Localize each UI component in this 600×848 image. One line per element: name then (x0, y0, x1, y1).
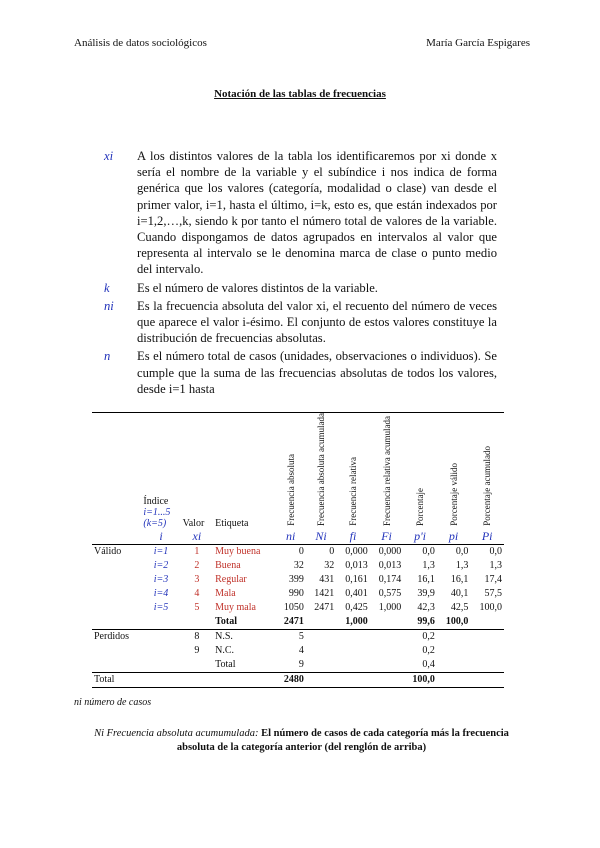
definitions-list (104, 148, 497, 399)
symbol-ni: ni (275, 529, 305, 545)
col-header-porcentaje-acum: Porcentaje acumulado (470, 413, 504, 529)
col-header-freq-abs-acum: Frecuencia absoluta acumulada (306, 413, 336, 529)
symbol-xi: xi (181, 529, 213, 545)
definition-symbol: xi (104, 149, 114, 163)
symbol-ppi: p'i (403, 529, 437, 545)
symbol-row (92, 529, 504, 545)
definition-text: Es el número total de casos (unidades, observaciones o individuos). Se cumple que la suma de las frecuencias absolutas de todos los valores, desde i=1 hasta (137, 349, 497, 396)
definition-text: Es el número de valores distintos de la variable. (137, 280, 378, 295)
Ni-note-text: El número de casos de cada categoría más la frecuencia absoluta de la categoría anterior (del renglón de arriba) (176, 728, 509, 753)
Ni-note (74, 727, 529, 755)
ni-note: ni número de casos (74, 697, 152, 708)
Ni-note-label: Ni Frecuencia absoluta acumumulada: (94, 728, 259, 739)
definition-symbol: n (104, 349, 111, 364)
definition-n (104, 348, 497, 397)
frequency-table (92, 412, 504, 688)
table-header-row (92, 413, 504, 529)
etiqueta-header: Etiqueta (213, 413, 275, 529)
valid-total-row: Total 2471 1,000 99,6 100,0 (215, 616, 469, 628)
col-header-freq-rel-acum: Frecuencia relativa acumulada (370, 413, 404, 529)
definition-text: A los distintos valores de la tabla los identificaremos por xi donde x sería el nombre de la variable y el subíndice i nos indica de forma genérica que los valores (categoría, modalidad o clase) van desde el primer valor, i=1, hasta el último, i=k, esto es, que están indexados por i=1,2,…,k, siendo k por tanto el número total de valores de la variable. Cuando dispongamos de datos agrupados en intervalos al valor que representa al intervalo se le denomina marca de clase o punto medio del intervalo. (137, 149, 497, 277)
table-row: 9 N.C. 4 0,2 (194, 645, 435, 657)
table-row: Total 9 0,4 (215, 659, 435, 671)
col-header-freq-rel: Frecuencia relativa (336, 413, 370, 529)
symbol-pi: pi (437, 529, 471, 545)
missing-label: Perdidos (92, 629, 141, 644)
symbol-Ni: Ni (306, 529, 336, 545)
page-title: Notación de las tablas de frecuencias (214, 88, 386, 100)
table-row: i=2 2 Buena 32 32 0,013 0,013 1,3 1,3 1,3 (153, 560, 502, 572)
col-header-porcentaje-valido: Porcentaje válido (437, 413, 471, 529)
symbol-Fi: Fi (370, 529, 404, 545)
definition-ni (104, 298, 497, 347)
definition-k (104, 280, 497, 296)
header-right: María García Espigares (426, 37, 530, 49)
symbol-i: i (141, 529, 180, 545)
symbol-fi: fi (336, 529, 370, 545)
col-header-freq-abs: Frecuencia absoluta (275, 413, 305, 529)
col-header-porcentaje: Porcentaje (403, 413, 437, 529)
definition-xi (104, 148, 497, 278)
table-row: i=4 4 Mala 990 1421 0,401 0,575 39,9 40,1 57,5 (153, 588, 502, 600)
definition-symbol: ni (104, 298, 114, 313)
header-left: Análisis de datos sociológicos (74, 37, 207, 49)
symbol-Pi: Pi (470, 529, 504, 545)
definition-symbol: k (104, 280, 110, 295)
table-row: Perdidos 8 N.S. 5 0,2 (92, 629, 504, 644)
table-row: Válido i=1 1 Muy buena 0 0 0,000 0,000 0,0 0,0 0,0 (94, 546, 502, 558)
index-header: Índice i=1...5 (k=5) (141, 413, 180, 529)
table-row: i=3 3 Regular 399 431 0,161 0,174 16,1 16,1 17,4 (153, 574, 502, 586)
valid-label: Válido (94, 546, 122, 558)
table-row: i=5 5 Muy mala 1050 2471 0,425 1,000 42,3 42,5 100,0 (153, 602, 502, 614)
definition-text: Es la frecuencia absoluta del valor xi, el recuento del número de veces que aparece el valor i-ésimo. El conjunto de estos valores constituye la distribución de frecuencias absolutas. (137, 298, 497, 346)
grand-total-row: Total 2480 100,0 (92, 672, 504, 687)
valor-header: Valor (181, 413, 213, 529)
